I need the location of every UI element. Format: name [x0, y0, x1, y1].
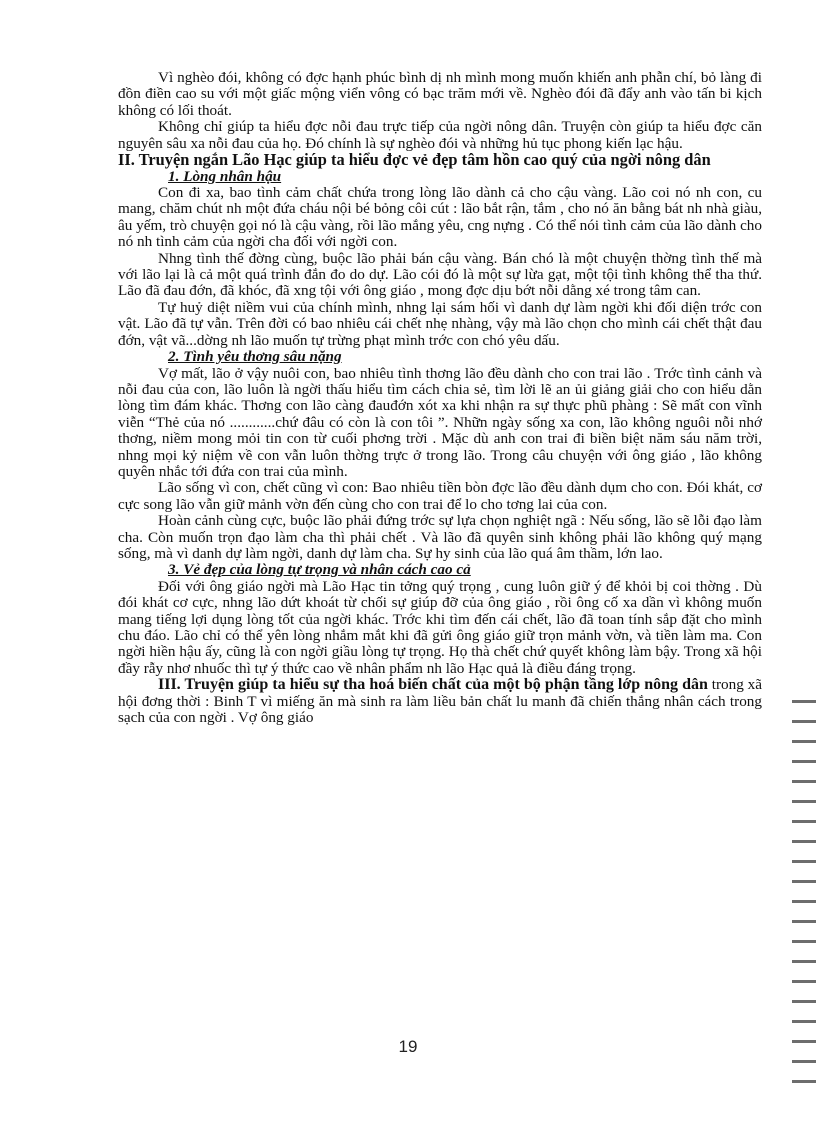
subheading-tinh-yeu-thuong: 2. Tình yêu thơng sâu nặng: [168, 348, 342, 366]
paragraph: Tự huỷ diệt niềm vui của chính mình, nhng lại sám hối vì danh dự làm ngời khi đối diện trớc con vật. Lão đã tự vẫn. Trên đời có bao nhiêu cái chết nhẹ nhàng, vậy mà lão chọn cho mình cái chết thật đau đớn, vật vã...dờng nh lão muốn tự trừng phạt mình trớc con chó yêu dấu.: [118, 298, 762, 349]
paragraph: Lão sống vì con, chết cũng vì con: Bao nhiêu tiền bòn đợc lão đều dành dụm cho con. Đói khát, cơ cực song lão vẫn giữ mảnh vờn đến cùng cho con trai để lo cho tơng lai của con.: [118, 479, 762, 513]
paragraph: Vì nghèo đói, không có đợc hạnh phúc bình dị nh mình mong muốn khiến anh phẫn chí, bỏ làng đi đồn điền cao su với một giấc mộng viển vông có bạc trăm mới về. Nghèo đói đã đẩy anh vào tấn bi kịch không có lối thoát.: [118, 69, 762, 119]
paragraph: Con đi xa, bao tình cảm chất chứa trong lòng lão dành cả cho cậu vàng. Lão coi nó nh con, cu mang, chăm chút nh một đứa cháu nội bé bỏng côi cút : lão bắt rận, tắm , cho nó ăn bằng bát nh nhà giàu, âu yếm, trò chuyện gọi nó là cậu vàng, rồi lão mắng yêu, cng nựng . Có thể nói tình cảm của lão dành cho nó nh tình cảm của ngời cha đối với ngời con.: [118, 184, 762, 251]
scan-edge-marks: [792, 700, 816, 1100]
document-body: [118, 70, 762, 726]
section-heading-iii: III. Truyện giúp ta hiểu sự tha hoá biến chất của một bộ phận tầng lớp nông dân: [158, 676, 708, 694]
paragraph: Đối với ông giáo ngời mà Lão Hạc tin tởng quý trọng , cung luôn giữ ý để khỏi bị coi thờng . Dù đói khát cơ cực, nhng lão dứt khoát từ chối sự giúp đỡ của ông giáo , rồi ông cố xa dần vì không muốn mang tiếng lợi dụng lòng tốt của ngời khác. Trớc khi tìm đến cái chết, lão đã toan tính sắp đặt cho mình chu đáo. Lão chỉ có thể yên lòng nhắm mắt khi đã gửi ông giáo giữ trọn mảnh vờn, và tiền làm ma. Con ngời hiền hậu ấy, cũng là con ngời giầu lòng tự trọng. Họ thà chết chứ quyết không làm bậy. Trong xã hội đầy rẫy nhơ nhuốc thì tự ý thức cao về nhân phẩm nh lão Hạc quả là điều đáng trọng.: [118, 577, 762, 677]
page-number: 19: [398, 1037, 418, 1056]
subheading-ve-dep-tu-trong: 3. Vẻ đẹp của lòng tự trọng và nhân cách cao cả: [168, 561, 471, 579]
paragraph: Vợ mất, lão ở vậy nuôi con, bao nhiêu tình thơng lão đều dành cho con trai lão . Trớc tình cảnh và nỗi đau của con, lão luôn là ngời thấu hiểu tìm cách chia sẻ, tìm lời lẽ an ủi giảng giải cho con hiểu dằn lòng tìm đám khác. Thơng con lão càng đauđớn xót xa khi nhận ra sự thực phũ phàng : Sẽ mất con vĩnh viễn “Thẻ của nó ............chứ đâu có còn là con tôi ”. Nhữn ngày sống xa con, lão không nguôi nỗi nhớ thơng, niềm mong mỏi tin con từ cuối phơng trời . Mặc dù anh con trai đi biền biệt năm sáu năm trời, nhng mọi kỷ niệm về con vẫn luôn thờng trực ở trong lão. Trong câu chuyện với ông giáo , lão không quyên nhắc tới đứa con trai của mình.: [118, 364, 762, 480]
paragraph-text: trong xã hội đơng thời : Binh T vì miếng ăn mà sinh ra làm liều bản chất lu manh đã chiến thắng nhân cách trong sạch của con ngời . Vợ ông giáo: [118, 676, 763, 727]
paragraph-section-iii: [118, 677, 762, 726]
subheading-long-nhan-hau: 1. Lòng nhân hậu: [168, 167, 282, 185]
paragraph: Nhng tình thế đờng cùng, buộc lão phải bán cậu vàng. Bán chó là một chuyện thờng tình thế mà với lão lại là cả một quá trình đắn đo do dự. Lão cói đó là một sự lừa gạt, một tội tình không thể tha thứ. Lão đã đau đớn, đã khóc, đã xng tội với ông giáo , mong đợc dịu bớt nỗi dằng xé trong tâm can.: [118, 249, 762, 300]
paragraph: Hoàn cảnh cùng cực, buộc lão phải đứng trớc sự lựa chọn nghiệt ngã : Nếu sống, lão sẽ lỗi đạo làm cha. Còn muốn trọn đạo làm cha thì phải chết . Và lão đã quyên sinh không phải lão không quý mạng sống, mà vì danh dự làm ngời, danh dự làm cha. Sự hy sinh của lão quá âm thầm, lớn lao.: [118, 512, 762, 562]
section-heading-ii: II. Truyện ngắn Lão Hạc giúp ta hiểu đợc vẻ đẹp tâm hồn cao quý của ngời nông dân: [118, 150, 711, 170]
paragraph: Không chỉ giúp ta hiểu đợc nỗi đau trực tiếp của ngời nông dân. Truyện còn giúp ta hiểu đợc căn nguyên sâu xa nỗi đau của họ. Đó chính là sự nghèo đói và những hủ tục phong kiến lạc hậu.: [118, 118, 762, 152]
